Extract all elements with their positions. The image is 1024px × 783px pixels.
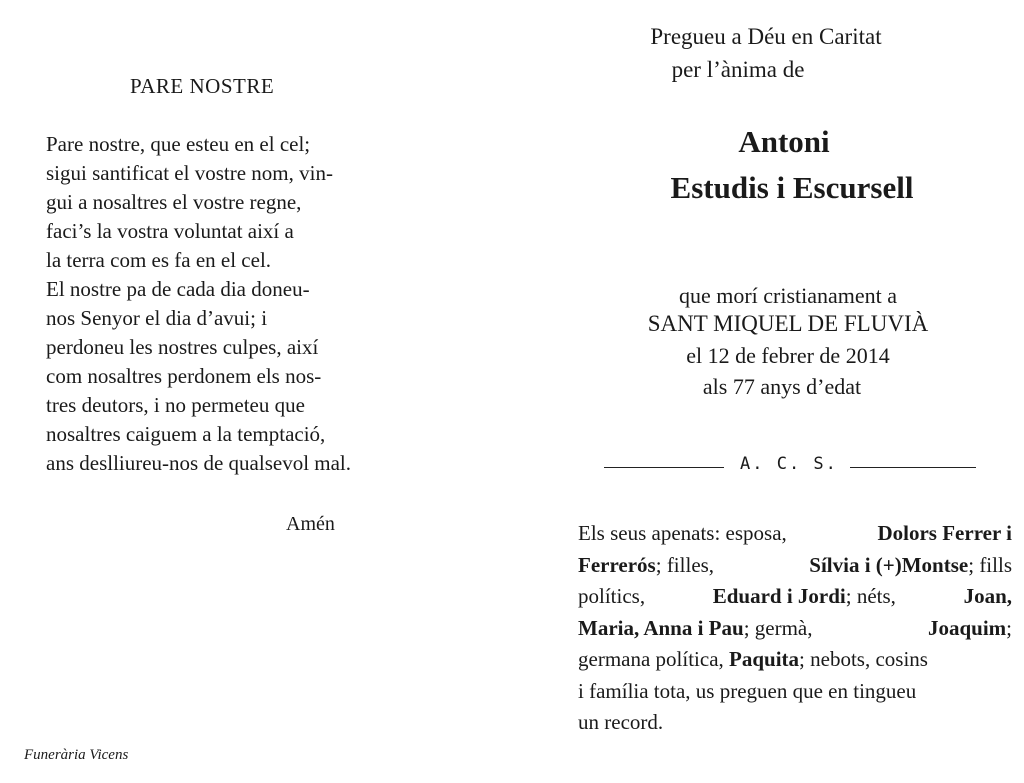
prayer-line: nosaltres caiguem a la temptació, (46, 422, 326, 446)
death-place: SANT MIQUEL DE FLUVIÀ (647, 311, 929, 336)
mourners-line (578, 550, 1012, 582)
funeral-home-name: Funerària Vicens (24, 747, 129, 763)
mourners-segment (578, 644, 928, 676)
mourners-segment (928, 613, 1012, 645)
prayer-line: El nostre pa de cada dia doneu- (46, 277, 310, 301)
mourner-name: Eduard i Jordi (712, 584, 846, 608)
deceased-surnames: Estudis i Escursell (670, 170, 914, 205)
mourners-line (578, 613, 1012, 645)
mourners-text: Els seus apenats: esposa, (578, 521, 787, 545)
mourners-text: ; germà, (743, 615, 813, 640)
acs-divider (604, 452, 976, 482)
mourners-text: polítics, (578, 584, 646, 608)
prayer-title: PARE NOSTRE (130, 74, 275, 98)
mourners-text: ; filles, (655, 552, 715, 577)
prayer-line: nos Senyor el dia d’avui; i (46, 306, 268, 330)
invocation-line-2: per l’ànima de (671, 57, 805, 82)
prayer-line: la terra com es fa en el cel. (46, 248, 272, 272)
divider-line-right (850, 467, 976, 468)
deceased-first-name: Antoni (738, 124, 830, 159)
mourner-name: Ferrerós (578, 552, 656, 577)
mourners-line (578, 676, 1012, 708)
divider-line-left (604, 467, 724, 468)
mourners-line (578, 644, 1012, 676)
prayer-line: faci’s la vostra voluntat així a (46, 219, 294, 243)
mourners-segment (809, 550, 1012, 582)
mourners-line (578, 707, 1012, 739)
prayer-text (46, 130, 426, 478)
mourner-name: Paquita (729, 647, 800, 671)
mourner-name: Maria, Anna i Pau (578, 615, 744, 640)
mourners-text: ; fills (968, 552, 1012, 577)
mourner-name: Joan, (963, 584, 1012, 608)
mourners-text: ; nebots, cosins (799, 647, 928, 671)
prayer-line: gui a nosaltres el vostre regne, (46, 190, 302, 214)
death-age: als 77 anys d’edat (702, 374, 862, 399)
mourners-paragraph (578, 518, 1012, 739)
mourner-name: Sílvia i (+)Montse (809, 552, 969, 577)
mourners-segment (578, 550, 714, 582)
mourners-text: ; néts, (845, 584, 896, 608)
prayer-line: tres deutors, i no permeteu que (46, 393, 305, 417)
prayer-closing: Amén (286, 513, 335, 535)
acs-text: A. C. S. (740, 454, 838, 474)
mourners-text: germana política, (578, 647, 724, 671)
invocation-line-1: Pregueu a Déu en Caritat (650, 24, 882, 49)
death-statement: que morí cristianament a (678, 283, 898, 308)
prayer-line: sigui santificat el vostre nom, vin- (46, 161, 333, 185)
mourner-name: Dolors Ferrer i (877, 521, 1012, 545)
prayer-line: ans deslliureu-nos de qualsevol mal. (46, 451, 352, 475)
right-panel (512, 0, 1024, 783)
death-date: el 12 de febrer de 2014 (686, 343, 890, 368)
mourners-text: i família tota, us preguen que en tingueu (578, 678, 917, 703)
mourners-text: ; (1006, 615, 1012, 640)
mourners-segment (713, 581, 896, 613)
mourners-line (578, 581, 1012, 613)
prayer-line: com nosaltres perdonem els nos- (46, 364, 322, 388)
mourner-name: Joaquim (927, 615, 1007, 640)
prayer-line: Pare nostre, que esteu en el cel; (46, 132, 311, 156)
mourners-line (578, 518, 1012, 550)
prayer-line: perdoneu les nostres culpes, així (46, 335, 319, 359)
mourners-text: un record. (578, 710, 664, 734)
mourners-segment (578, 613, 813, 645)
